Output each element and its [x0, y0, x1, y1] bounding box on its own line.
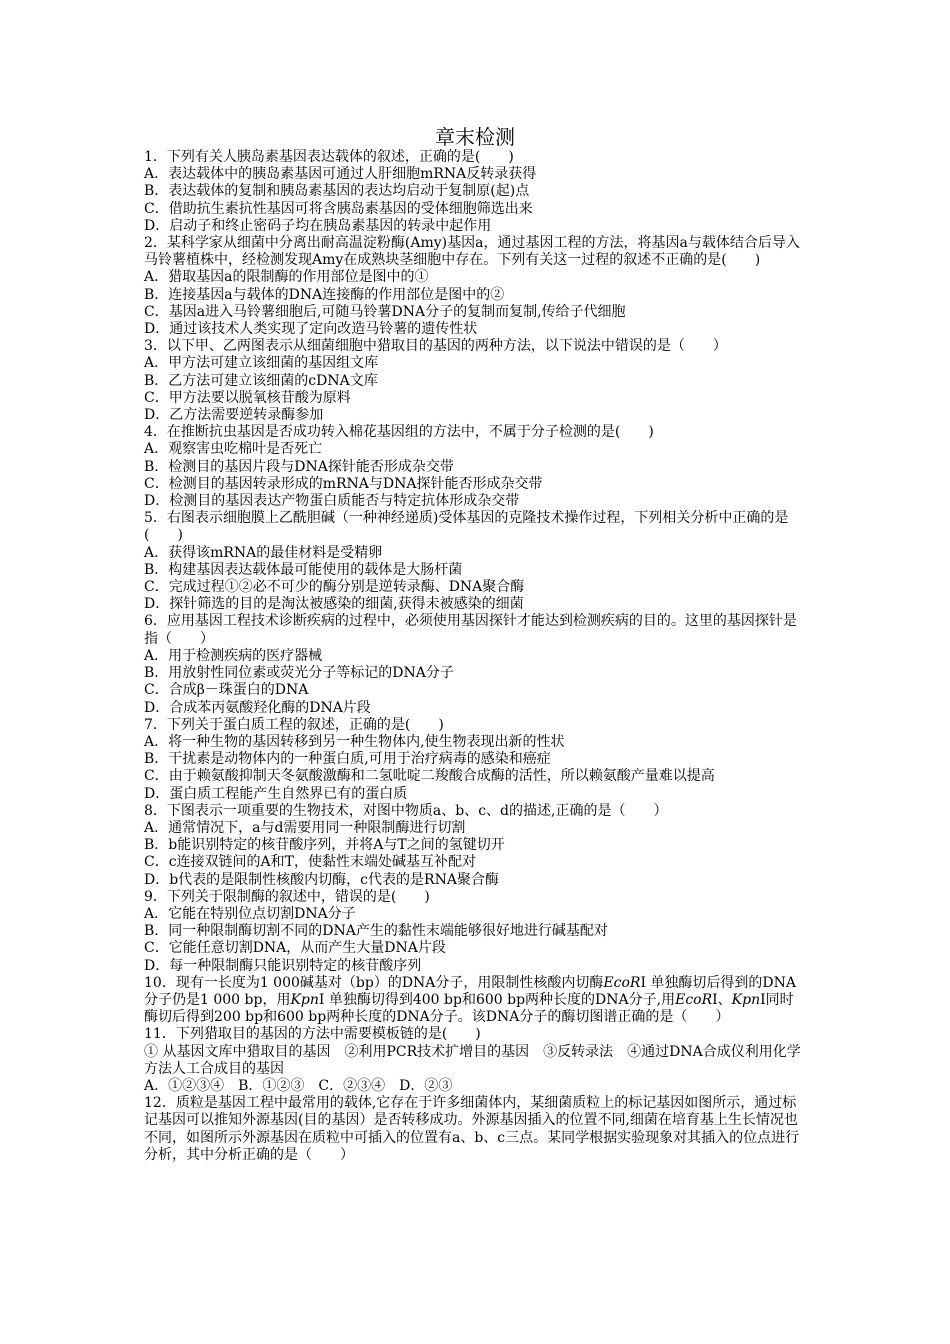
- question-1-option-b: B．表达载体的复制和胰岛素基因的表达均启动于复制原(起)点: [144, 183, 530, 200]
- question-4-option-d: D．检测目的基因表达产物蛋白质能否与特定抗体形成杂交带: [144, 493, 520, 510]
- enzyme-name-kpn: Kpn: [731, 991, 761, 1008]
- question-2-option-d: D．通过该技术人类实现了定向改造马铃薯的遗传性状: [144, 321, 478, 338]
- question-11-options: A．①②③④ B．①②③ C．②③④ D．②③: [144, 1077, 453, 1094]
- question-10-stem: [144, 975, 804, 1027]
- question-6-option-d: D．合成苯丙氨酸羟化酶的DNA片段: [144, 699, 371, 716]
- question-3-stem: 3．以下甲、乙两图表示从细菌细胞中猎取目的基因的两种方法，以下说法中错误的是（ ）: [144, 338, 727, 355]
- enzyme-name-ecor: EcoR: [675, 991, 713, 1008]
- question-5-stem: 5．右图表示细胞膜上乙酰胆碱（一种神经递质)受体基因的克隆技术操作过程，下列相关分析中正确的是( ): [144, 510, 789, 544]
- question-10-text-3: Ⅰ 单独酶切得到400 bp和600 bp两种长度的DNA分子,用: [318, 991, 676, 1008]
- question-3-option-a: A．甲方法可建立该细菌的基因组文库: [144, 355, 379, 372]
- page-title: 章末检测: [435, 125, 515, 149]
- question-1-option-a: A．表达载体中的胰岛素基因可通过人肝细胞mRNA反转录获得: [144, 166, 537, 183]
- question-4-option-a: A．观察害虫吃棉叶是否死亡: [144, 441, 323, 458]
- question-9-option-a: A．它能在特别位点切割DNA分子: [144, 905, 356, 922]
- question-6-option-a: A．用于检测疾病的医疗器械: [144, 647, 323, 664]
- question-10-text-5: Ⅰ同时酶切后得到200 bp和600 bp两种长度的DNA分子。该DNA分子的酶切图谱正确的是（ ）: [144, 991, 794, 1026]
- question-6-stem: 6．应用基因工程技术诊断疾病的过程中，必须使用基因探针才能达到检测疾病的目的。这里的基因探针是指（ ）: [144, 613, 797, 647]
- question-9-stem: 9．下列关于限制酶的叙述中，错误的是( ): [144, 888, 430, 905]
- question-10-text-2: Ⅰ 单独酶切后得到的DNA分子仍是1 000 bp，用: [144, 974, 797, 1008]
- question-3-option-c: C．甲方法要以脱氧核苷酸为原料: [144, 389, 351, 406]
- question-5-option-a: A．获得该mRNA的最佳材料是受精卵: [144, 544, 383, 561]
- question-9-option-b: B．同一种限制酶切割不同的DNA产生的黏性末端能够很好地进行碱基配对: [144, 923, 608, 940]
- enzyme-name-ecor: EcoR: [603, 974, 641, 991]
- question-8-option-d: D．b代表的是限制性核酸内切酶，c代表的是RNA聚合酶: [144, 871, 499, 888]
- question-7-option-c: C．由于赖氨酸抑制天冬氨酸激酶和二氢吡啶二羧酸合成酶的活性，所以赖氨酸产量难以提高: [144, 768, 715, 785]
- question-8-option-b: B．b能识别特定的核苷酸序列，并将A与T之间的氢键切开: [144, 837, 505, 854]
- question-2-option-c: C．基因a进入马铃薯细胞后,可随马铃薯DNA分子的复制而复制,传给子代细胞: [144, 303, 626, 320]
- question-9-option-d: D．每一种限制酶只能识别特定的核苷酸序列: [144, 957, 422, 974]
- question-2-stem: 2．某科学家从细菌中分离出耐高温淀粉酶(Amy)基因a，通过基因工程的方法，将基因a与载体结合后导入马铃薯植株中，经检测发现Amy在成熟块茎细胞中存在。下列有关这一过程的叙述不正确的是( ): [144, 235, 800, 269]
- question-1-stem: 1．下列有关人胰岛素基因表达载体的叙述，正确的是( ): [144, 149, 514, 165]
- question-1-option-d: D．启动子和终止密码子均在胰岛素基因的转录中起作用: [144, 217, 492, 234]
- question-8-option-c: C．c连接双链间的A和T，使黏性末端处碱基互补配对: [144, 854, 476, 871]
- question-2-option-a: A．猎取基因a的限制酶的作用部位是图中的①: [144, 269, 429, 286]
- question-5-option-b: B．构建基因表达载体最可能使用的载体是大肠杆菌: [144, 561, 463, 578]
- question-9-option-c: C．它能任意切割DNA，从而产生大量DNA片段: [144, 940, 446, 957]
- question-7-stem: 7．下列关于蛋白质工程的叙述，正确的是( ): [144, 716, 444, 733]
- question-8-option-a: A．通常情况下，a与d需要用同一种限制酶进行切割: [144, 819, 466, 836]
- question-11-items: ① 从基因文库中猎取目的基因 ②利用PCR技术扩增目的基因 ③反转录法 ④通过DNA合成仪利用化学方法人工合成目的基因: [144, 1043, 801, 1077]
- question-4-option-b: B．检测目的基因片段与DNA探针能否形成杂交带: [144, 458, 454, 475]
- question-3-option-d: D．乙方法需要逆转录酶参加: [144, 407, 324, 424]
- question-7-option-b: B．干扰素是动物体内的一种蛋白质,可用于治疗病毒的感染和癌症: [144, 751, 551, 768]
- question-5-option-c: C．完成过程①②必不可少的酶分别是逆转录酶、DNA聚合酶: [144, 579, 525, 596]
- question-3-option-b: B．乙方法可建立该细菌的cDNA文库: [144, 372, 378, 389]
- question-4-option-c: C．检测目的基因转录形成的mRNA与DNA探针能否形成杂交带: [144, 475, 543, 492]
- enzyme-name-kpn: Kpn: [290, 991, 319, 1008]
- question-11-stem: 11．下列猎取目的基因的方法中需要模板链的是( ): [144, 1026, 481, 1043]
- question-2-option-b: B．连接基因a与载体的DNA连接酶的作用部位是图中的②: [144, 286, 505, 303]
- question-4-stem: 4．在推断抗虫基因是否成功转入棉花基因组的方法中，不属于分子检测的是( ): [144, 424, 654, 441]
- question-6-option-c: C．合成β－珠蛋白的DNA: [144, 682, 309, 699]
- question-5-option-d: D．探针筛选的目的是淘汰被感染的细菌,获得未被感染的细菌: [144, 596, 524, 613]
- question-7-option-d: D．蛋白质工程能产生自然界已有的蛋白质: [144, 785, 408, 802]
- question-10-text-1: 10．现有一长度为1 000碱基对（bp）的DNA分子，用限制性核酸内切酶: [144, 974, 604, 991]
- question-6-option-b: B．用放射性同位素或荧光分子等标记的DNA分子: [144, 665, 454, 682]
- question-list: [144, 149, 804, 1164]
- question-10-text-4: Ⅰ、: [712, 991, 732, 1008]
- question-1-option-c: C．借助抗生素抗性基因可将含胰岛素基因的受体细胞筛选出来: [144, 200, 533, 217]
- question-8-stem: 8．下图表示一项重要的生物技术，对图中物质a、b、c、d的描述,正确的是（ ）: [144, 802, 668, 819]
- question-12-stem: 12．质粒是基因工程中最常用的载体,它存在于许多细菌体内，某细菌质粒上的标记基因如图所示，通过标记基因可以推知外源基因(目的基因）是否转移成功。外源基因插入的位置不同,细菌在培育基上生长情况也不同，如图所示外源基因在质粒中可插入的位置有a、b、c三点。某同学根据实验现象对其插入的位点进行分析，其中分析正确的是（ ）: [144, 1095, 800, 1163]
- question-7-option-a: A．将一种生物的基因转移到另一种生物体内,使生物表现出新的性状: [144, 733, 565, 750]
